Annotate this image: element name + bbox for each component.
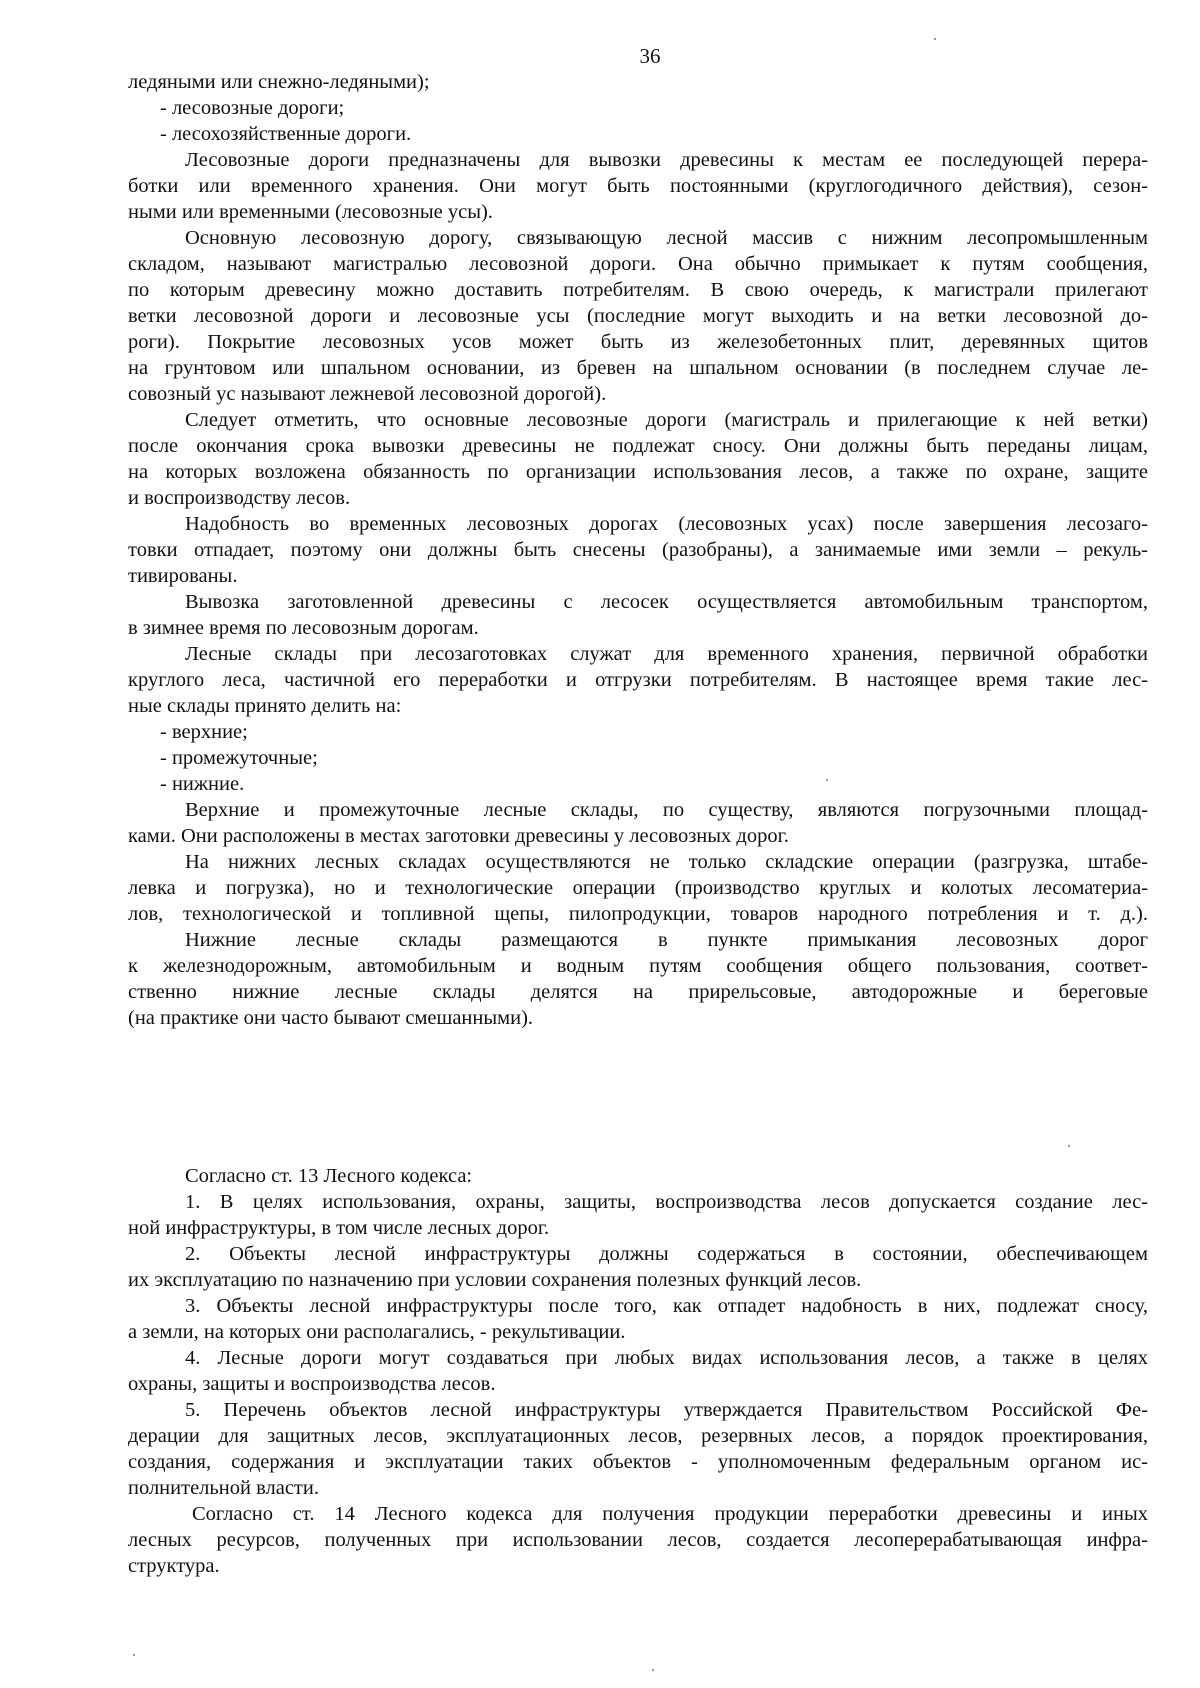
text-line: Вывозка заготовленной древесины с лесосек осуществляется автомобильным транспортом, [185,591,1148,613]
text-line: их эксплуатацию по назначению при условии сохранения полезных функций лесов. [128,1269,862,1291]
text-line: 1. В целях использования, охраны, защиты, воспроизводства лесов допускается создание лес- [185,1191,1148,1213]
scan-speck [826,779,828,781]
text-line: лесных ресурсов, полученных при использовании лесов, создается лесоперерабатывающая инфра- [128,1529,1148,1551]
main-text [128,69,1148,1031]
text-line: Лесные склады при лесозаготовках служат для временного хранения, первичной обработки [185,643,1148,665]
text-line: дерации для защитных лесов, эксплуатационных лесов, резервных лесов, а порядок проектирования, [128,1425,1148,1447]
text-line: ными или временными (лесовозные усы). [128,201,493,223]
text-line: - лесовозные дороги; [160,97,345,119]
text-line: лов, технологической и топливной щепы, пилопродукции, товаров народного потребления и т. д.). [128,903,1148,925]
scan-speck [1068,1145,1070,1147]
text-line: а земли, на которых они располагались, - рекультивации. [128,1321,626,1343]
text-line: и воспроизводству лесов. [128,487,351,509]
text-line: 4. Лесные дороги могут создаваться при любых видах использования лесов, а также в целях [185,1347,1148,1369]
text-line: (на практике они часто бывают смешанными). [128,1007,534,1029]
text-line: ные склады принято делить на: [128,695,402,717]
text-line: в зимнее время по лесовозным дорогам. [128,617,479,639]
text-line: совозный ус называют лежневой лесовозной дорогой). [128,383,607,405]
text-line: - лесохозяйственные дороги. [160,123,412,145]
text-line: полнительной власти. [128,1477,319,1499]
text-line: на грунтовом или шпальном основании, из бревен на шпальном основании (в последнем случае ле- [128,357,1148,379]
text-line: Надобность во временных лесовозных дорогах (лесовозных усах) после завершения лесозаго- [185,513,1148,535]
text-line: 2. Объекты лесной инфраструктуры должны содержаться в состоянии, обеспечивающем [185,1243,1148,1265]
text-line: складом, называют магистралью лесовозной дороги. Она обычно примыкает к путям сообщения, [128,253,1148,275]
text-line: ветки лесовозной дороги и лесовозные усы (последние могут выходить и на ветки лесовозной до- [128,305,1148,327]
text-line: после окончания срока вывозки древесины не подлежат сносу. Они должны быть переданы лицам, [128,435,1148,457]
text-line: Основную лесовозную дорогу, связывающую лесной массив с нижним лесопромышленным [185,227,1148,249]
text-line: структура. [128,1555,220,1577]
text-line: - промежуточные; [160,747,318,769]
text-line: левка и погрузка), но и технологические операции (производство круглых и колотых лесоматериа- [128,877,1148,899]
text-line: на которых возложена обязанность по организации использования лесов, а также по охране, защите [128,461,1148,483]
text-line: ной инфраструктуры, в том числе лесных дорог. [128,1217,550,1239]
text-line: к железнодорожным, автомобильным и водным путям сообщения общего пользования, соответ- [128,955,1148,977]
text-line: - верхние; [160,721,248,743]
text-line: Лесовозные дороги предназначены для вывозки древесины к местам ее последующей перера- [185,149,1148,171]
text-line: ледяными или снежно-ледяными); [128,71,430,93]
text-line: роги). Покрытие лесовозных усов может быть из железобетонных плит, деревянных щитов [128,331,1148,353]
text-line: Согласно ст. 13 Лесного кодекса: [185,1165,473,1187]
text-line: Согласно ст. 14 Лесного кодекса для получения продукции переработки древесины и иных [192,1503,1148,1525]
text-line: 5. Перечень объектов лесной инфраструктуры утверждается Правительством Российской Фе- [185,1399,1148,1421]
text-line: Нижние лесные склады размещаются в пункте примыкания лесовозных дорог [185,929,1148,951]
text-line: На нижних лесных складах осуществляются не только складские операции (разгрузка, штабе- [185,851,1148,873]
text-line: охраны, защиты и воспроизводства лесов. [128,1373,496,1395]
text-line: ками. Они расположены в местах заготовки древесины у лесовозных дорог. [128,825,789,847]
text-line: круглого леса, частичной его переработки и отгрузки потребителям. В настоящее время такие лес- [128,669,1148,691]
forest-code-text [128,1163,1148,1579]
text-line: создания, содержания и эксплуатации таких объектов - уполномоченным федеральным органом ис- [128,1451,1148,1473]
text-line: ботки или временного хранения. Они могут быть постоянными (круглогодичного действия), сезон- [128,175,1148,197]
scan-speck [133,1654,135,1656]
text-line: - нижние. [160,773,245,795]
page-number: 36 [639,44,661,68]
scan-speck [652,1669,654,1671]
text-line: по которым древесину можно доставить потребителям. В свою очередь, к магистрали прилегают [128,279,1148,301]
text-line: Следует отметить, что основные лесовозные дороги (магистраль и прилегающие к ней ветки) [185,409,1148,431]
text-line: Верхние и промежуточные лесные склады, по существу, являются погрузочными площад- [185,799,1148,821]
text-line: тивированы. [128,565,238,587]
scan-speck [934,38,936,40]
text-line: 3. Объекты лесной инфраструктуры после того, как отпадет надобность в них, подлежат сносу, [185,1295,1148,1317]
text-line: ственно нижние лесные склады делятся на прирельсовые, автодорожные и береговые [128,981,1148,1003]
text-line: товки отпадает, поэтому они должны быть снесены (разобраны), а занимаемые ими земли – рекуль- [128,539,1148,561]
